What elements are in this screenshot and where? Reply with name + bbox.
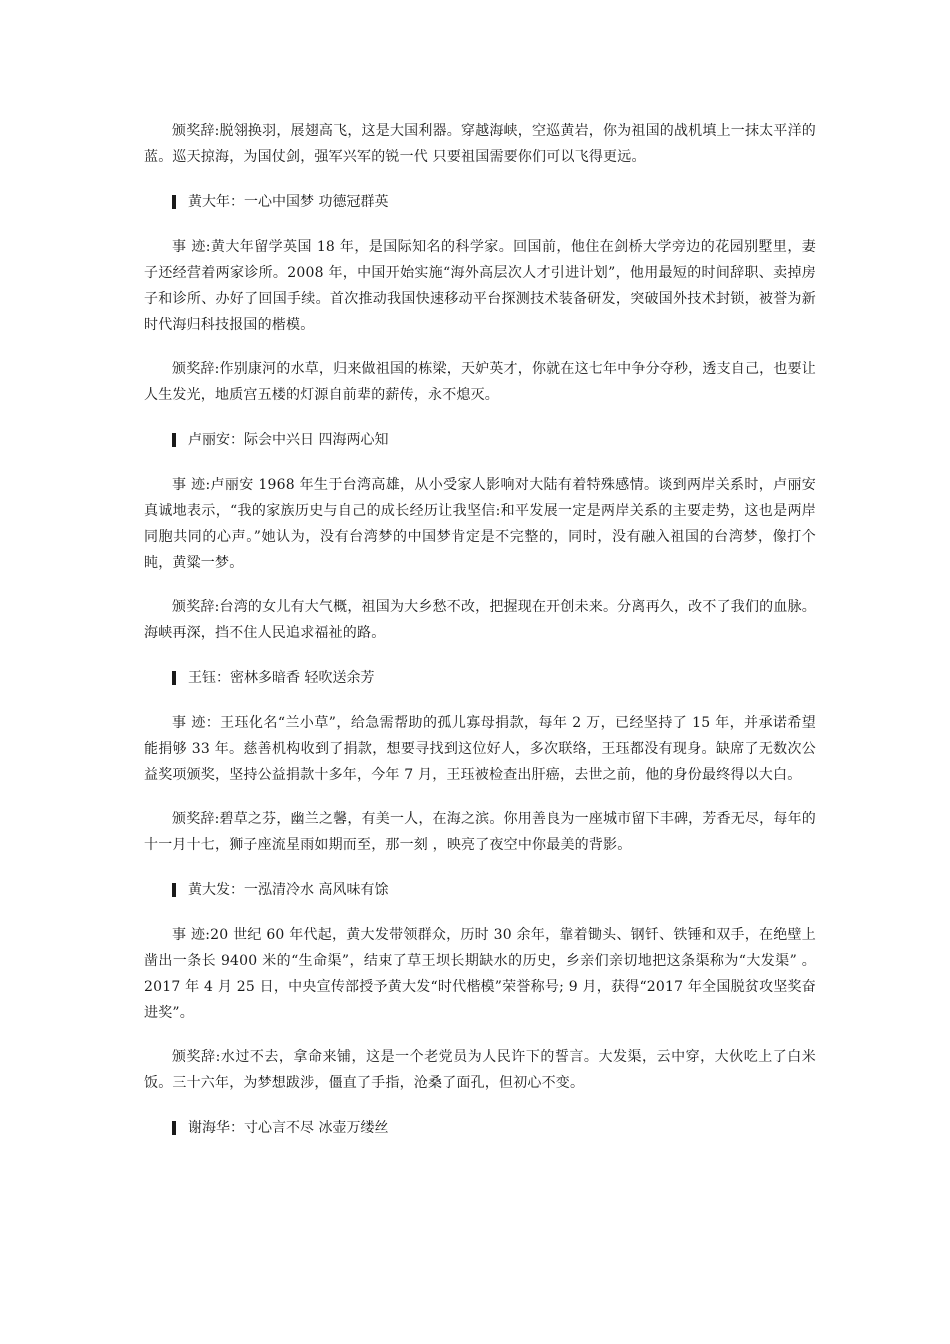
paragraph-deeds-wang-yu: 事 迹：王珏化名“兰小草”，给急需帮助的孤儿寡母捐款，每年 2 万，已经坚持了 15 年，并承诺希望能捐够 33 年。慈善机构收到了捐款，想要寻找到这位好人，多次联络，王珏都没有现身。缺席了无数次公益奖项颁奖，坚持公益捐款十多年，今年 7 月，王珏被检查出肝癌，去世之前，他的身份最终得以大白。	[144, 715, 816, 783]
heading-marker-icon	[172, 195, 176, 209]
heading-text: 黄大年：一心中国梦 功德冠群英	[188, 194, 389, 210]
section-heading-lu-lian	[144, 427, 816, 453]
paragraph-deeds-huang-danian: 事 迹:黄大年留学英国 18 年，是国际知名的科学家。回国前，他住在剑桥大学旁边的花园别墅里，妻子还经营着两家诊所。2008 年，中国开始实施“海外高层次人才引进计划”，他用最短的时间辞职、卖掉房子和诊所、办好了回国手续。首次推动我国快速移动平台探测技术装备研发，突破国外技术封锁，被誉为新时代海归科技报国的楷模。	[144, 239, 816, 333]
paragraph-award-speech-huang-danian: 颁奖辞:作别康河的水草，归来做祖国的栋梁，天妒英才，你就在这七年中争分夺秒，透支自己，也要让人生发光，地质宫五楼的灯源自前辈的薪传，永不熄灭。	[144, 361, 816, 403]
heading-marker-icon	[172, 671, 176, 685]
heading-marker-icon	[172, 883, 176, 897]
paragraph-award-speech-huang-dafa: 颁奖辞:水过不去，拿命来铺，这是一个老党员为人民许下的誓言。大发渠，云中穿，大伙吃上了白米饭。三十六年，为梦想跋涉，僵直了手指，沧桑了面孔，但初心不变。	[144, 1049, 816, 1091]
heading-text: 谢海华：寸心言不尽 冰壶万缕丝	[188, 1120, 389, 1136]
paragraph-deeds-lu-lian: 事 迹:卢丽安 1968 年生于台湾高雄，从小受家人影响对大陆有着特殊感情。谈到两岸关系时，卢丽安真诚地表示，“我的家族历史与自己的成长经历让我坚信:和平发展一定是两岸关系的主要走势，这也是两岸同胞共同的心声。”她认为，没有台湾梦的中国梦肯定是不完整的，同时，没有融入祖国的台湾梦，像打个盹，黄粱一梦。	[144, 477, 816, 571]
section-heading-wang-yu	[144, 665, 816, 691]
heading-marker-icon	[172, 1121, 176, 1135]
paragraph-award-speech-pilots: 颁奖辞:脱翎换羽，展翅高飞，这是大国利器。穿越海峡，空巡黄岩，你为祖国的战机填上一抹太平洋的蓝。巡天掠海，为国仗剑，强军兴军的锐一代 只要祖国需要你们可以飞得更远。	[144, 123, 816, 165]
heading-text: 王钰：密林多暗香 轻吹送余芳	[188, 670, 375, 686]
heading-text: 黄大发：一泓清冷水 高风味有馀	[188, 882, 389, 898]
paragraph-deeds-huang-dafa: 事 迹:20 世纪 60 年代起，黄大发带领群众，历时 30 余年，靠着锄头、钢钎、铁锤和双手，在绝壁上凿出一条长 9400 米的“生命渠”，结束了草王坝长期缺水的历史，乡亲们亲切地把这条渠称为“大发渠” 。2017 年 4 月 25 日，中央宣传部授予黄大发“时代楷模”荣誉称号; 9 月，获得“2017 年全国脱贫攻坚奖奋进奖”。	[144, 927, 816, 1021]
section-heading-huang-danian	[144, 189, 816, 215]
heading-text: 卢丽安：际会中兴日 四海两心知	[188, 432, 389, 448]
section-heading-huang-dafa	[144, 877, 816, 903]
paragraph-award-speech-wang-yu: 颁奖辞:碧草之芬，幽兰之馨，有美一人，在海之滨。你用善良为一座城市留下丰碑，芳香无尽，每年的十一月十七，狮子座流星雨如期而至，那一刻 ，映亮了夜空中你最美的背影。	[144, 811, 816, 853]
paragraph-award-speech-lu-lian: 颁奖辞:台湾的女儿有大气概，祖国为大乡愁不改，把握现在开创未来。分离再久，改不了我们的血脉。海峡再深，挡不住人民追求福祉的路。	[144, 599, 816, 641]
section-heading-xie-haihua	[144, 1115, 816, 1141]
document-page	[144, 118, 816, 1141]
heading-marker-icon	[172, 433, 176, 447]
